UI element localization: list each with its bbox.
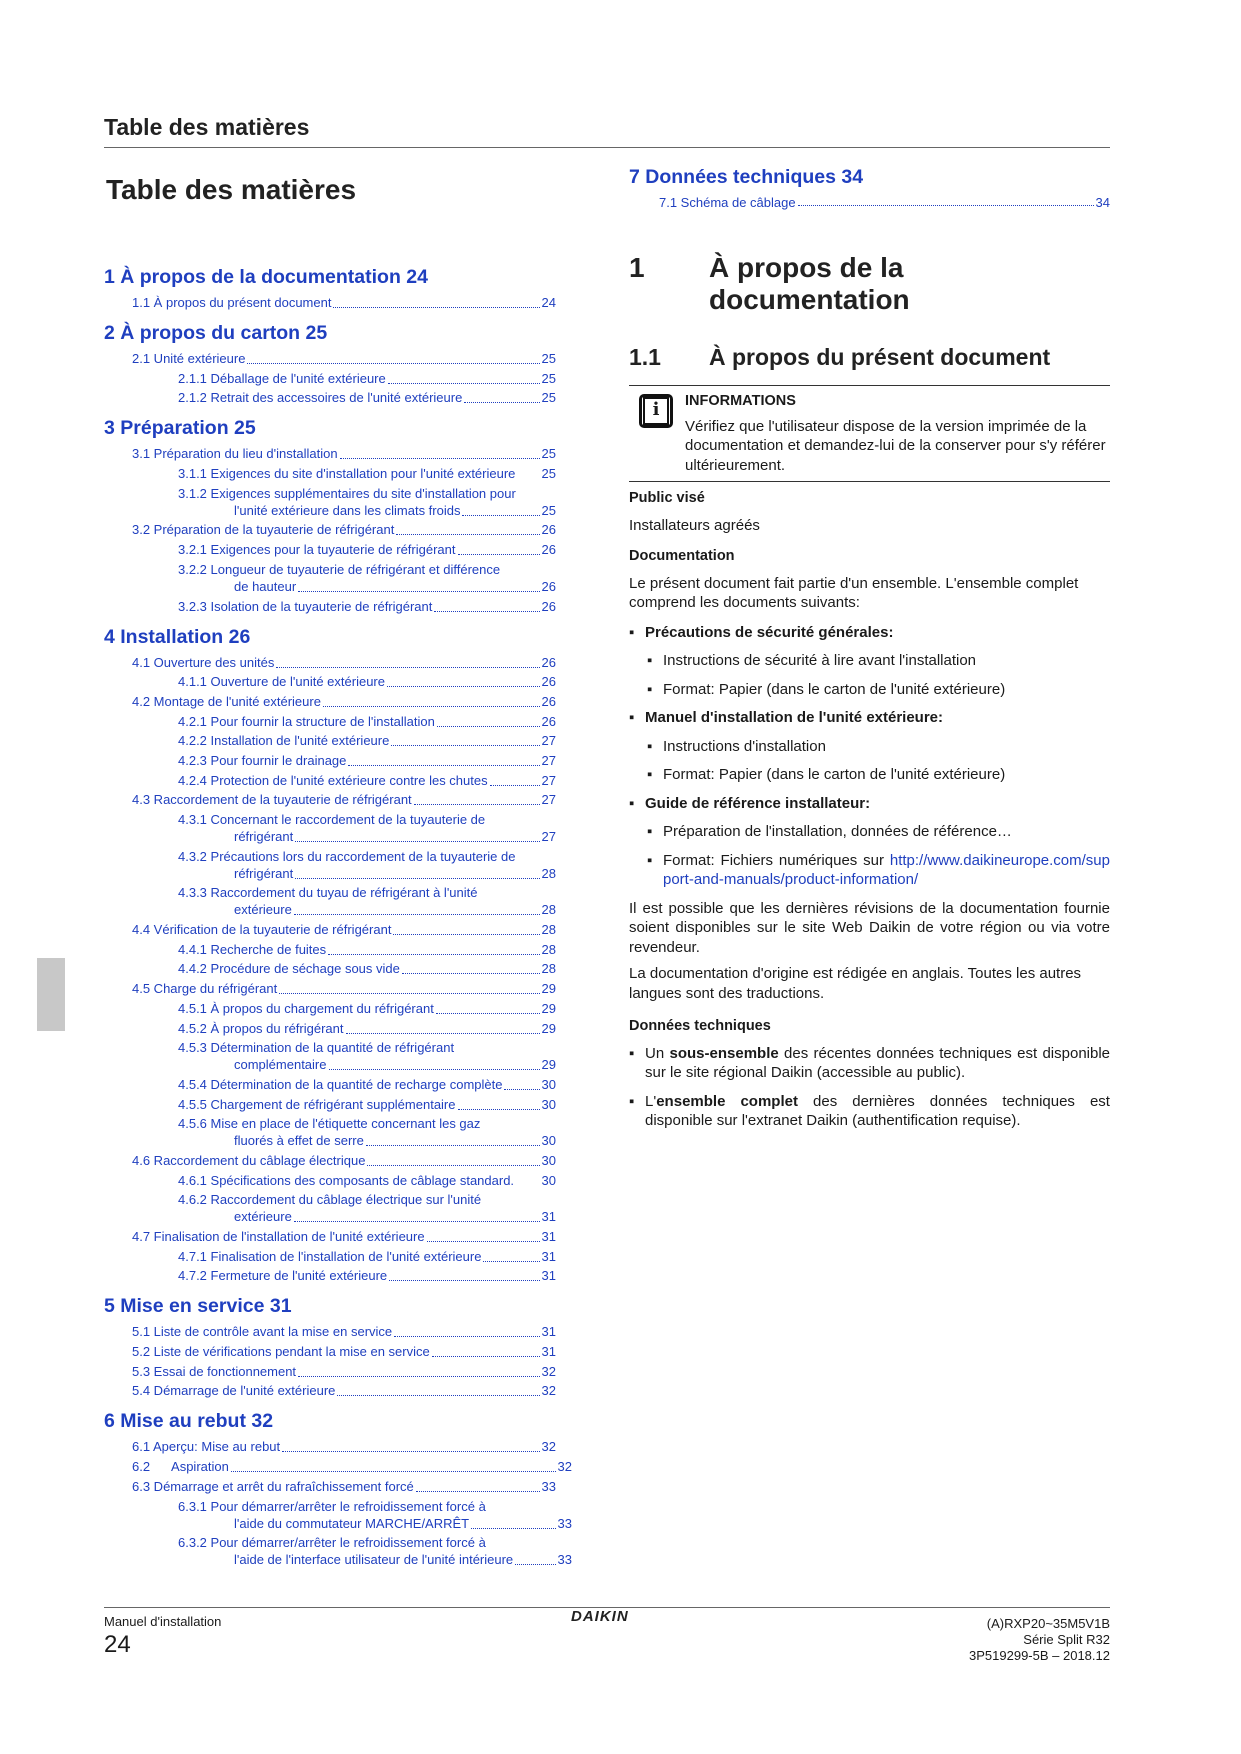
toc-entry-page: 26	[541, 542, 556, 558]
toc-entry[interactable]: 4.3.3 Raccordement du tuyau de réfrigérant à l'unité	[178, 885, 478, 901]
bullet-text: Format: Papier (dans le carton de l'unité extérieure)	[663, 680, 1006, 698]
toc-entry-page: 33	[557, 1515, 572, 1531]
toc-entry-text: 5.3 Essai de fonctionnement	[132, 1363, 297, 1379]
dot-leader	[329, 1069, 540, 1070]
toc-entry-text: 4.7.2 Fermeture de l'unité extérieure	[178, 1268, 388, 1284]
toc-entry-text: 3.2 Préparation de la tuyauterie de réfrigérant	[132, 522, 395, 538]
toc-entry[interactable]	[104, 1438, 556, 1456]
info-title: INFORMATIONS	[685, 393, 796, 409]
original-language-text: La documentation d'origine est rédigée en anglais. Toutes les autres langues sont des traductions.	[629, 965, 1082, 1002]
toc-entry-text: 4.5.5 Chargement de réfrigérant supplémentaire	[178, 1096, 456, 1112]
toc-entry-page: 26	[541, 713, 556, 729]
toc-entry-text: l'aide du commutateur MARCHE/ARRÊT	[234, 1515, 470, 1531]
toc-entry-page: 28	[541, 941, 556, 957]
toc-entry-page: 26	[541, 693, 556, 709]
toc-entry[interactable]	[104, 465, 556, 483]
toc-entry-text: 5.4 Démarrage de l'unité extérieure	[132, 1383, 336, 1399]
audience-label: Public visé	[629, 490, 705, 506]
toc-entry[interactable]	[104, 389, 556, 407]
toc-entry-page: 26	[541, 522, 556, 538]
toc-entry[interactable]: 3.1.2 Exigences supplémentaires du site d'installation pour	[178, 485, 516, 501]
toc-entry-page: 30	[541, 1076, 556, 1092]
toc-entry-continuation[interactable]	[104, 1056, 556, 1074]
toc-entry-page: 31	[541, 1324, 556, 1340]
toc-entry-text: 4.4.1 Recherche de fuites	[178, 941, 327, 957]
toc-entry-page: 28	[541, 961, 556, 977]
toc-entry-text: 3.2.3 Isolation de la tuyauterie de réfrigérant	[178, 598, 433, 614]
toc-entry-text: 4.7 Finalisation de l'installation de l'unité extérieure	[132, 1229, 425, 1244]
dot-leader	[276, 667, 539, 668]
toc-entry-text: 4.2.1 Pour fournir la structure de l'installation	[178, 713, 435, 729]
toc-entry[interactable]: 3.2.2 Longueur de tuyauterie de réfrigérant et différence	[178, 561, 501, 577]
bullet-text: Instructions de sécurité à lire avant l'installation	[663, 652, 977, 669]
toc-entry-text: 6.3 Démarrage et arrêt du rafraîchissement forcé	[132, 1478, 414, 1494]
dot-leader	[282, 1451, 539, 1452]
toc-entry-text: 1.1 À propos du présent document	[132, 295, 332, 310]
dot-leader	[504, 1089, 539, 1090]
chapter-number: 1	[629, 252, 645, 283]
bullet-bold: ensemble complet	[656, 1092, 798, 1110]
toc-entry-continuation[interactable]	[104, 578, 556, 596]
side-tab-marker	[37, 958, 65, 1031]
footer-model: (A)RXP20~35M5V1B	[986, 1616, 1110, 1631]
toc-entry[interactable]	[104, 445, 556, 463]
toc-entry-page: 25	[541, 466, 556, 482]
dot-leader	[346, 1033, 540, 1034]
page-number: 24	[104, 1631, 131, 1658]
toc-entry[interactable]	[104, 1000, 556, 1018]
bullet-text: Guide de référence installateur:	[645, 794, 871, 812]
dot-leader	[231, 1471, 556, 1472]
toc-entry-7-1[interactable]	[629, 195, 1110, 210]
info-icon: i	[639, 394, 673, 428]
toc-entry[interactable]	[104, 1076, 556, 1094]
info-text: Vérifiez que l'utilisateur dispose de la version imprimée de la documentation et demandez-lui de la conserver pour s'y référer ultérieurement.	[685, 417, 1106, 474]
toc-entry-continuation[interactable]	[104, 502, 556, 520]
toc-entry-text: réfrigérant	[234, 829, 294, 844]
toc-entry-text: 4.3 Raccordement de la tuyauterie de réfrigérant	[132, 792, 412, 808]
daikin-support-link[interactable]: http://www.daikineurope.com/support-and-manuals/product-information/	[663, 851, 1110, 888]
dot-leader	[393, 934, 539, 935]
dot-leader	[464, 402, 539, 403]
dot-leader	[427, 1241, 540, 1242]
toc-entry-continuation[interactable]	[104, 1208, 556, 1226]
toc-entry-text: 6.1 Aperçu: Mise au rebut	[132, 1439, 281, 1455]
toc-entry-page: 31	[541, 1248, 556, 1264]
dot-leader	[294, 1221, 540, 1222]
bullet-text: Format: Fichiers numériques sur	[663, 851, 890, 869]
dot-leader	[348, 765, 539, 766]
toc-entry-text: 4.2 Montage de l'unité extérieure	[132, 693, 321, 709]
information-box	[629, 385, 1110, 482]
dot-leader	[396, 534, 539, 535]
toc-entry[interactable]	[104, 1478, 556, 1496]
toc-entry-page: 33	[541, 1478, 556, 1494]
documentation-label: Documentation	[629, 548, 735, 564]
toc-entry-page: 28	[541, 902, 556, 918]
toc-entry-page: 26	[541, 578, 556, 594]
dot-leader	[387, 686, 540, 687]
dot-leader	[458, 554, 540, 555]
toc-entry[interactable]	[104, 693, 556, 711]
toc-entry[interactable]	[104, 1152, 556, 1170]
toc-entry-page: 28	[541, 865, 556, 881]
toc-entry-page: 30	[541, 1172, 556, 1188]
toc-entry-text: 3.2.1 Exigences pour la tuyauterie de réfrigérant	[178, 542, 456, 558]
toc-entry[interactable]	[104, 1228, 556, 1246]
toc-entry-text: 4.7.1 Finalisation de l'installation de l'unité extérieure	[178, 1248, 482, 1264]
bullet-text: des récentes données techniques est disponible sur le site régional Daikin (accessible au public).	[645, 1044, 1111, 1081]
dot-leader	[323, 706, 540, 707]
toc-entry[interactable]: 4.5.3 Détermination de la quantité de réfrigérant	[178, 1040, 455, 1056]
bullet-text: Manuel d'installation de l'unité extérieure:	[645, 709, 944, 726]
footer-product-info	[969, 1616, 1110, 1664]
toc-entry-page: 26	[541, 654, 556, 670]
dot-leader	[483, 1261, 539, 1262]
toc-entry[interactable]: 6.3.1 Pour démarrer/arrêter le refroidissement forcé à	[178, 1498, 486, 1514]
toc-entry-continuation[interactable]	[104, 1551, 572, 1569]
bullet-text: L'	[645, 1092, 657, 1110]
toc-entry-page: 31	[541, 1344, 556, 1360]
toc-entry[interactable]: 6.3.2 Pour démarrer/arrêter le refroidissement forcé à	[178, 1535, 486, 1551]
bullet-text: Précautions de sécurité générales:	[645, 623, 894, 641]
toc-entry-text: 4.5 Charge du réfrigérant	[132, 981, 278, 997]
dot-leader	[402, 973, 540, 974]
toc-entry-page: 31	[541, 1268, 556, 1284]
toc-entry[interactable]	[104, 772, 556, 790]
dot-leader	[462, 515, 539, 516]
toc-chapter-5[interactable]: 5 Mise en service 31	[104, 1295, 292, 1318]
toc-entry[interactable]	[104, 673, 556, 691]
toc-entry-text: 2.1 Unité extérieure	[132, 351, 246, 366]
toc-chapter-4[interactable]: 4 Installation 26	[104, 625, 251, 648]
daikin-logo: DAIKIN	[571, 1608, 629, 1625]
dot-leader	[798, 205, 1094, 206]
toc-entry[interactable]	[104, 1172, 556, 1190]
dot-leader	[279, 993, 539, 994]
toc-entry[interactable]	[104, 1096, 556, 1114]
dot-leader	[458, 1109, 540, 1110]
toc-entry[interactable]: 4.3.1 Concernant le raccordement de la tuyauterie de	[178, 812, 486, 827]
toc-entry[interactable]	[104, 1382, 556, 1400]
documentation-intro: Le présent document fait partie d'un ensemble. L'ensemble complet comprend les documents suivants:	[629, 574, 1079, 611]
toc-entry-text: 6.2 Aspiration	[132, 1459, 229, 1475]
toc-entry-page: 32	[541, 1439, 556, 1455]
toc-entry[interactable]	[104, 541, 556, 559]
chapter-title	[709, 252, 910, 316]
dot-leader	[394, 1336, 539, 1337]
toc-entry-continuation[interactable]	[104, 865, 556, 883]
bullet-item: ▪ Format: Papier (dans le carton de l'unité extérieure)	[629, 680, 1110, 700]
bullet-text: Format: Papier (dans le carton de l'unité extérieure)	[663, 766, 1006, 783]
toc-entry-page: 29	[541, 1057, 556, 1073]
dot-leader	[333, 307, 539, 308]
dot-leader	[414, 804, 540, 805]
toc-entry-continuation[interactable]	[104, 1515, 572, 1533]
dot-leader	[298, 1376, 539, 1377]
chapter-title-line1: À propos de la	[709, 252, 904, 283]
toc-entry-page: 26	[541, 598, 556, 614]
toc-entry-page: 25	[541, 370, 556, 386]
bullet-item: ▪ Préparation de l'installation, données de référence…	[629, 822, 1110, 842]
toc-entry-text: 4.5.4 Détermination de la quantité de recharge complète	[178, 1076, 503, 1092]
toc-entry-page: 34	[1095, 195, 1110, 210]
bullet-item: ▪ Précautions de sécurité générales:	[629, 623, 1110, 643]
bullet-item: ▪ Un sous-ensemble des récentes données techniques est disponible sur le site régional Daikin (accessible au public).	[629, 1044, 1111, 1081]
toc-entry[interactable]	[104, 1020, 556, 1038]
subsection-heading	[629, 344, 1110, 371]
bullet-item: ▪ Instructions de sécurité à lire avant l'installation	[629, 651, 1110, 671]
toc-entry-page: 25	[541, 390, 556, 406]
dot-leader	[294, 914, 540, 915]
toc-entry-text: réfrigérant	[234, 865, 294, 881]
bullet-text: des dernières données techniques est disponible sur l'extranet Daikin (authentification requise).	[645, 1092, 1110, 1129]
bullet-item: ▪ Format: Fichiers numériques sur http://www.daikineurope.com/support-and-manuals/product-information/	[647, 851, 1110, 888]
toc-entry-text: 2.1.2 Retrait des accessoires de l'unité extérieure	[178, 390, 463, 406]
toc-chapter-6[interactable]: 6 Mise au rebut 32	[104, 1410, 274, 1433]
toc-entry[interactable]	[104, 1248, 556, 1266]
toc-entry-text: fluorés à effet de serre	[234, 1133, 364, 1149]
dot-leader	[295, 841, 539, 842]
footer-doc-code: 3P519299-5B – 2018.12	[969, 1648, 1110, 1663]
toc-entry-page: 25	[541, 446, 556, 462]
toc-entry[interactable]	[104, 1363, 556, 1381]
bullet-text: Un	[645, 1044, 670, 1062]
toc-entry-page: 29	[541, 1020, 556, 1036]
toc-entry-page: 27	[541, 733, 556, 749]
toc-entry-page: 26	[541, 674, 556, 690]
latest-revisions-text: Il est possible que les dernières révisions de la documentation fournie soient disponibles sur le site Web Daikin de votre région ou via votre revendeur.	[629, 899, 1110, 956]
dot-leader	[366, 1145, 540, 1146]
dot-leader	[247, 363, 539, 364]
toc-entry[interactable]	[104, 1267, 556, 1285]
toc-entry-continuation[interactable]	[104, 1132, 556, 1150]
section-body	[629, 489, 1110, 1140]
bullet-text: Préparation de l'installation, données de référence…	[663, 823, 1012, 840]
toc-entry[interactable]	[104, 370, 556, 388]
dot-leader	[298, 591, 539, 592]
audience-text: Installateurs agréés	[629, 516, 760, 534]
toc-entry[interactable]	[104, 732, 556, 750]
dot-leader	[295, 878, 539, 879]
toc-entry-text: 7.1 Schéma de câblage	[659, 195, 796, 210]
dot-leader	[388, 383, 540, 384]
toc-entry-page: 29	[541, 981, 556, 997]
toc-entry[interactable]	[104, 1458, 572, 1476]
toc-chapter-3[interactable]: 3 Préparation 25	[104, 417, 256, 440]
toc-entry-text: l'aide de l'interface utilisateur de l'unité intérieure	[234, 1552, 514, 1568]
toc-entry[interactable]: 4.5.6 Mise en place de l'étiquette concernant les gaz	[178, 1116, 481, 1132]
dot-leader	[471, 1528, 555, 1529]
bullet-text: Instructions d'installation	[663, 737, 826, 755]
toc-entry-text: 5.1 Liste de contrôle avant la mise en service	[132, 1324, 393, 1340]
toc-list	[104, 266, 584, 1569]
dot-leader	[416, 1491, 540, 1492]
footer-doc-type: Manuel d'installation	[104, 1614, 222, 1629]
toc-entry[interactable]: 4.3.2 Précautions lors du raccordement de la tuyauterie de	[178, 848, 516, 864]
toc-entry[interactable]	[104, 791, 556, 809]
toc-entry[interactable]	[104, 921, 556, 939]
toc-entry-text: 4.2.2 Installation de l'unité extérieure	[178, 733, 390, 749]
toc-continuation	[629, 166, 1110, 210]
toc-entry-page: 30	[541, 1152, 556, 1168]
toc-chapter-7[interactable]: 7 Données techniques 34	[629, 166, 864, 188]
dot-leader	[391, 745, 539, 746]
toc-entry-page: 24	[541, 295, 556, 310]
toc-entry-page: 33	[557, 1552, 572, 1568]
toc-entry[interactable]	[104, 752, 556, 770]
chapter-title-line2: documentation	[709, 284, 910, 315]
toc-chapter-1[interactable]: 1 À propos de la documentation 24	[104, 266, 428, 288]
toc-entry-text: 4.4.2 Procédure de séchage sous vide	[178, 961, 400, 977]
toc-entry[interactable]	[104, 980, 556, 998]
bullet-item: ▪ Instructions d'installation	[629, 737, 1110, 757]
dot-leader	[337, 1395, 539, 1396]
toc-entry[interactable]	[104, 960, 556, 978]
toc-entry-text: extérieure	[234, 902, 292, 918]
footer-series: Série Split R32	[1023, 1632, 1110, 1647]
toc-entry-page: 25	[541, 351, 556, 366]
toc-entry-page: 25	[541, 502, 556, 518]
toc-entry[interactable]	[104, 654, 556, 672]
toc-entry-text: 4.5.2 À propos du réfrigérant	[178, 1020, 344, 1036]
dot-leader	[437, 726, 540, 727]
bullet-item: ▪ Guide de référence installateur:	[629, 794, 1110, 814]
toc-entry-text: l'unité extérieure dans les climats froids	[234, 502, 461, 518]
technical-data-label: Données techniques	[629, 1018, 771, 1034]
toc-entry[interactable]	[104, 941, 556, 959]
toc-entry-continuation[interactable]	[104, 828, 556, 846]
header-rule	[104, 147, 1110, 148]
bullet-item: ▪ Manuel d'installation de l'unité extérieure:	[629, 708, 1110, 728]
toc-entry-text: complémentaire	[234, 1057, 327, 1073]
toc-entry-page: 32	[541, 1363, 556, 1379]
dot-leader	[436, 1013, 540, 1014]
dot-leader	[434, 611, 539, 612]
bullet-bold: sous-ensemble	[669, 1044, 779, 1062]
toc-entry-text: 4.6 Raccordement du câblage électrique	[132, 1152, 366, 1168]
toc-entry[interactable]	[104, 713, 556, 731]
toc-chapter-2[interactable]: 2 À propos du carton 25	[104, 322, 328, 344]
toc-entry-page: 27	[541, 829, 556, 844]
toc-entry-text: 2.1.1 Déballage de l'unité extérieure	[178, 370, 386, 386]
toc-entry-text: 4.4 Vérification de la tuyauterie de réfrigérant	[132, 922, 392, 938]
dot-leader	[328, 954, 539, 955]
dot-leader	[515, 1564, 555, 1565]
bullet-item: ▪ L'ensemble complet des dernières données techniques est disponible sur l'extranet Daikin (authentification requise).	[629, 1092, 1110, 1129]
dot-leader	[389, 1280, 539, 1281]
toc-entry-text: 5.2 Liste de vérifications pendant la mise en service	[132, 1344, 430, 1360]
toc-entry-page: 27	[541, 792, 556, 808]
toc-entry-text: 4.2.3 Pour fournir le drainage	[178, 752, 347, 768]
toc-entry-page: 31	[541, 1209, 556, 1225]
toc-entry-page: 29	[541, 1000, 556, 1016]
dot-leader	[340, 458, 540, 459]
dot-leader	[367, 1165, 539, 1166]
toc-entry-text: 4.6.1 Spécifications des composants de câblage standard.	[178, 1172, 515, 1188]
toc-entry-text: 4.5.1 À propos du chargement du réfrigérant	[178, 1000, 434, 1016]
toc-entry[interactable]	[104, 350, 556, 368]
table-of-contents	[104, 170, 584, 1571]
running-header: Table des matières	[104, 114, 310, 140]
subsection-number: 1.1	[629, 344, 661, 370]
bullet-item: ▪ Format: Papier (dans le carton de l'unité extérieure)	[629, 765, 1110, 785]
toc-entry[interactable]	[104, 294, 556, 312]
toc-entry-page: 32	[541, 1383, 556, 1399]
toc-entry[interactable]	[104, 521, 556, 539]
toc-entry-page: 28	[541, 922, 556, 938]
toc-entry[interactable]: 4.6.2 Raccordement du câblage électrique sur l'unité	[178, 1192, 482, 1208]
toc-entry-text: 4.2.4 Protection de l'unité extérieure contre les chutes	[178, 772, 488, 788]
toc-entry-page: 31	[541, 1229, 556, 1244]
toc-entry-text: 3.1 Préparation du lieu d'installation	[132, 446, 338, 462]
chapter-heading	[629, 252, 1110, 316]
toc-entry-text: 3.1.1 Exigences du site d'installation pour l'unité extérieure	[178, 466, 516, 482]
toc-entry-continuation[interactable]	[104, 901, 556, 919]
toc-entry-page: 27	[541, 772, 556, 788]
toc-entry[interactable]	[104, 1343, 556, 1361]
toc-entry-page: 30	[541, 1096, 556, 1112]
toc-entry[interactable]	[104, 1323, 556, 1341]
toc-entry-page: 30	[541, 1133, 556, 1149]
dot-leader	[432, 1356, 540, 1357]
toc-entry-text: de hauteur	[234, 578, 297, 594]
subsection-title: À propos du présent document	[709, 344, 1051, 370]
toc-entry-text: extérieure	[234, 1209, 292, 1225]
toc-entry[interactable]	[104, 598, 556, 616]
toc-entry-page: 32	[557, 1459, 572, 1475]
toc-entry-page: 27	[541, 752, 556, 768]
toc-entry-text: 4.1 Ouverture des unités	[132, 654, 275, 670]
toc-title: Table des matières	[106, 174, 357, 205]
dot-leader	[490, 785, 540, 786]
toc-entry-text: 4.1.1 Ouverture de l'unité extérieure	[178, 674, 385, 690]
